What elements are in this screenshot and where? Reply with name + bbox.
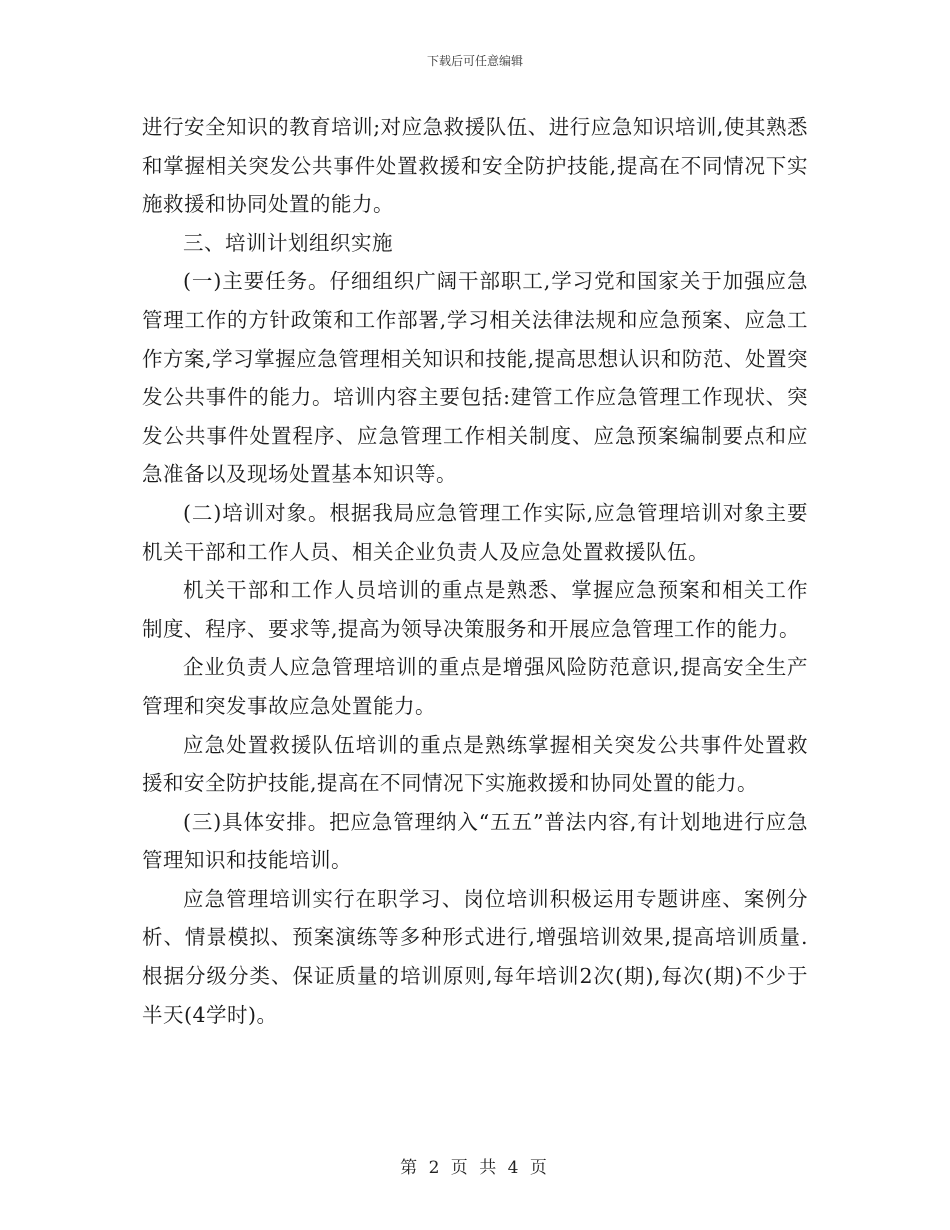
paragraph: (二)培训对象。根据我局应急管理工作实际,应急管理培训对象主要机关干部和工作人员、相关企业负责人及应急处置救援队伍。 — [142, 500, 808, 564]
page-number: 第 2 页 共 4 页 — [400, 1158, 550, 1178]
paragraph: (一)主要任务。仔细组织广阔干部职工,学习党和国家关于加强应急管理工作的方针政策和工作部署,学习相关法律法规和应急预案、应急工作方案,学习掌握应急管理相关知识和技能,提高思想认识和防范、处置突发公共事件的能力。培训内容主要包括:建管工作应急管理工作现状、突发公共事件处置程序、应急管理工作相关制度、应急预案编制要点和应急准备以及现场处置基本知识等。 — [142, 269, 808, 487]
paragraph: 应急管理培训实行在职学习、岗位培训积极运用专题讲座、案例分析、情景模拟、预案演练等多种形式进行,增强培训效果,提高培训质量.根据分级分类、保证质量的培训原则,每年培训2次(期),每次(期)不少于半天(4学时)。 — [142, 886, 808, 1027]
paragraph: 进行安全知识的教育培训;对应急救援队伍、进行应急知识培训,使其熟悉和掌握相关突发公共事件处置救援和安全防护技能,提高在不同情况下实施救援和协同处置的能力。 — [142, 115, 808, 217]
paragraph: 机关干部和工作人员培训的重点是熟悉、掌握应急预案和相关工作制度、程序、要求等,提高为领导决策服务和开展应急管理工作的能力。 — [142, 578, 808, 641]
header-note: 下载后可任意编辑 — [426, 54, 523, 68]
paragraph: (三)具体安排。把应急管理纳入“五五”普法内容,有计划地进行应急管理知识和技能培训。 — [142, 809, 808, 873]
document-body — [142, 108, 808, 1034]
section-heading: 三、培训计划组织实施 — [183, 230, 393, 255]
paragraph: 应急处置救援队伍培训的重点是熟练掌握相关突发公共事件处置救援和安全防护技能,提高在不同情况下实施救援和协同处置的能力。 — [142, 732, 808, 796]
paragraph: 企业负责人应急管理培训的重点是增强风险防范意识,提高安全生产管理和突发事故应急处置能力。 — [142, 655, 808, 718]
